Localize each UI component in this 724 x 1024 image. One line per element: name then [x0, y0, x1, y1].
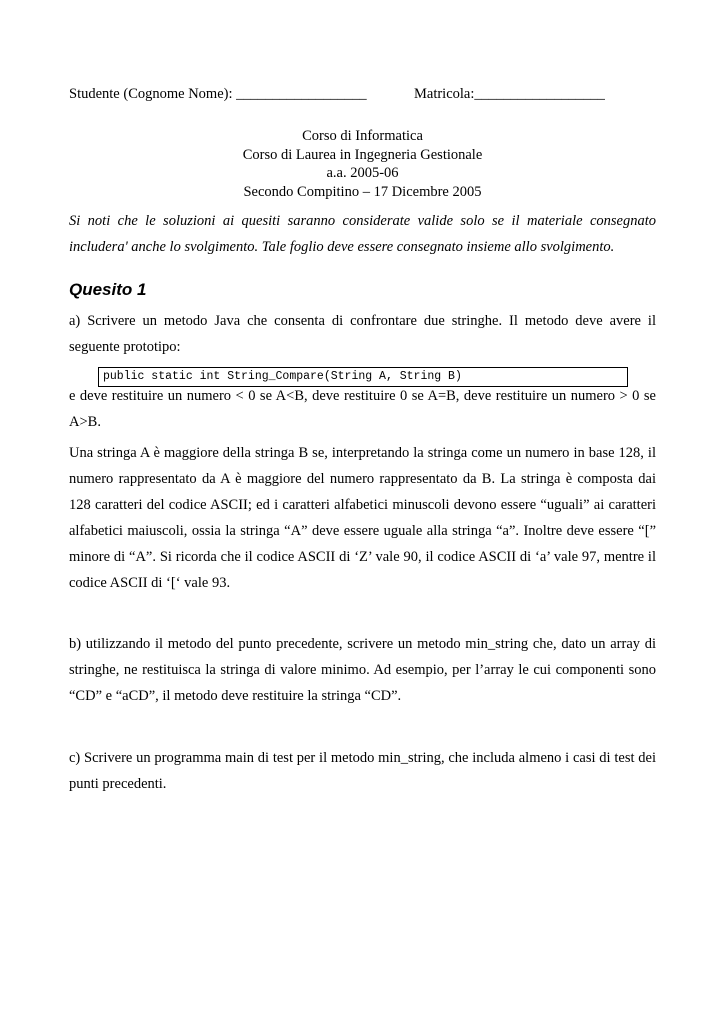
- matricola-field: Matricola:__________________: [414, 86, 605, 102]
- part-c-text: c) Scrivere un programma main di test per il metodo min_string, che includa almeno i casi di test dei punti precedenti.: [69, 750, 656, 792]
- part-a-return-spec: e deve restituire un numero < 0 se A<B, deve restituire 0 se A=B, deve restituire un numero > 0 se A>B.: [69, 388, 656, 430]
- comparison-definition: Una stringa A è maggiore della stringa B se, interpretando la stringa come un numero in base 128, il numero rappresentato da A è maggiore del numero rappresentato da B. La stringa è composta dai 128 caratteri del codice ASCII; ed i caratteri alfabetici minuscoli devono essere “uguali” ai caratteri alfabetici maiuscoli, ossia la stringa “A” deve essere uguale alla stringa “a”. Inoltre deve essere “[” minore di “A”. Si ricorda che il codice ASCII di ‘Z’ vale 90, il codice ASCII di ‘a’ vale 97, mentre il codice ASCII di ‘[‘ vale 93.: [69, 445, 656, 591]
- exam-title: Secondo Compitino – 17 Dicembre 2005: [243, 183, 482, 200]
- course-title: Corso di Informatica: [302, 128, 423, 144]
- header-line: [69, 86, 656, 106]
- part-b-text: b) utilizzando il metodo del punto precedente, scrivere un metodo min_string che, dato un array di stringhe, ne restituisca la stringa di valore minimo. Ad esempio, per l’array le cui componenti sono “CD” e “aCD”, il metodo deve restituire la stringa “CD”.: [69, 636, 656, 704]
- part-a-intro: a) Scrivere un metodo Java che consenta di confrontare due stringhe. Il metodo deve avere il seguente prototipo:: [69, 313, 656, 355]
- student-name-field: Studente (Cognome Nome): __________________: [69, 86, 367, 102]
- academic-year: a.a. 2005-06: [326, 165, 399, 181]
- document-page: [69, 0, 656, 1024]
- method-prototype-box: public static int String_Compare(String A, String B): [98, 367, 628, 387]
- instructions-note: Si noti che le soluzioni ai quesiti saranno considerate valide solo se il materiale consegnato includera' anche lo svolgimento. Tale foglio deve essere consegnato insieme allo svolgimento.: [69, 213, 656, 255]
- degree-title: Corso di Laurea in Ingegneria Gestionale: [242, 146, 483, 163]
- question-heading: Quesito 1: [69, 280, 147, 299]
- exam-titles: [69, 127, 656, 201]
